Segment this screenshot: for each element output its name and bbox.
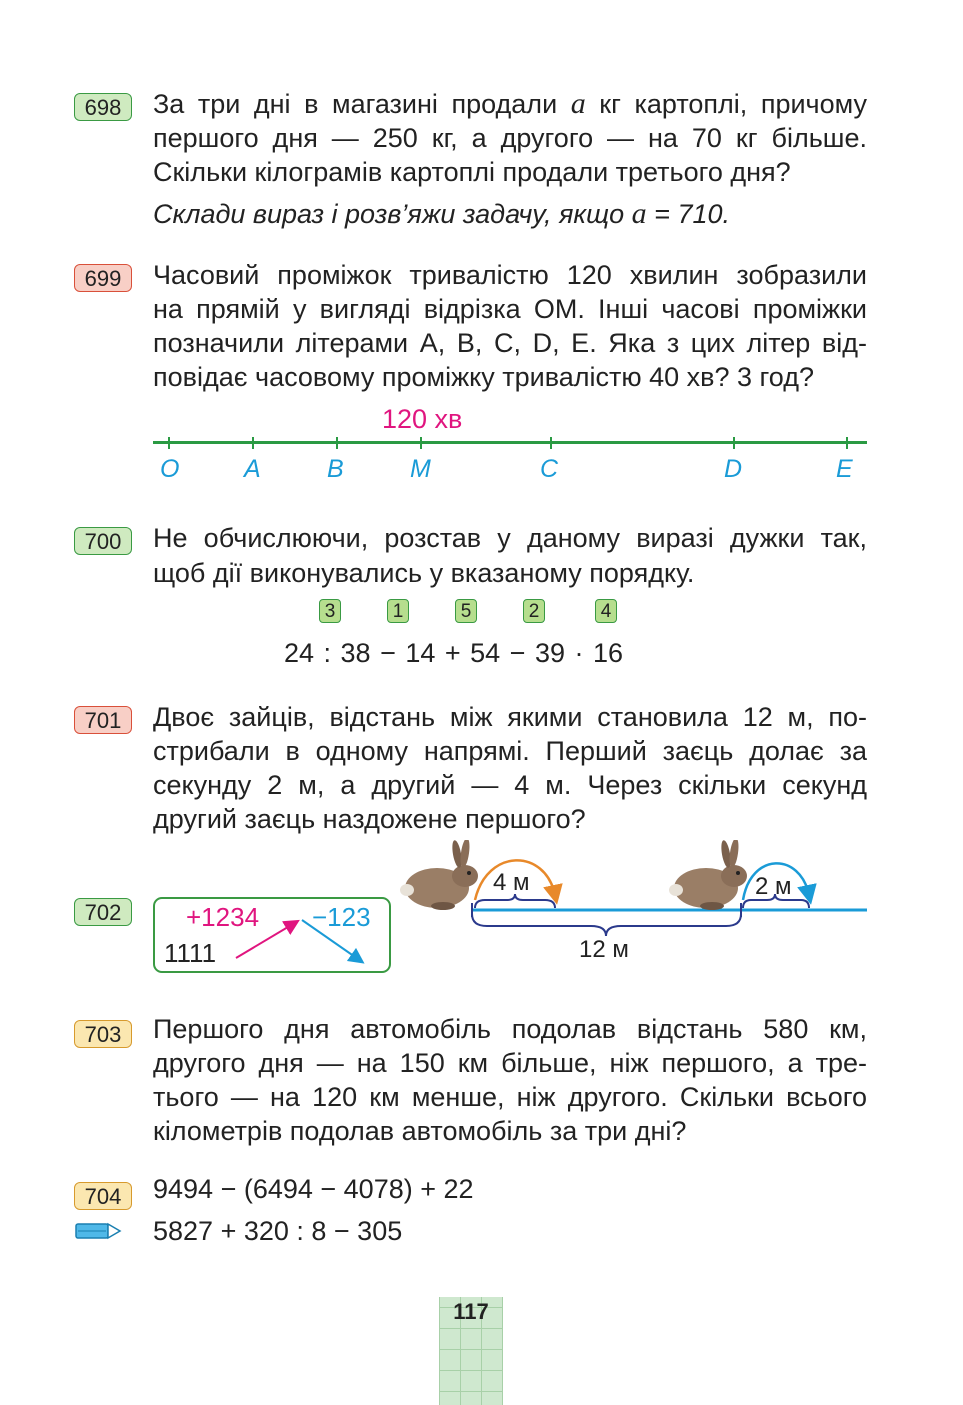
tick-a [252, 437, 254, 449]
problem-699-line-2: на прямій у вигляді відрізка OM. Інші часові проміжки [153, 294, 867, 324]
expression-700: 24 : 38 − 14 + 54 − 39 · 16 [284, 638, 624, 668]
chain-op-1: +1234 [186, 902, 260, 932]
point-label-m: M [410, 455, 431, 483]
problem-700-line-2: щоб дії виконувались у вказаному порядку. [153, 558, 695, 588]
point-label-d: D [724, 455, 743, 483]
problem-number-700: 700 [74, 527, 132, 555]
order-marker-4: 2 [523, 599, 545, 623]
tick-b [336, 437, 338, 449]
problem-701-line-3: секунду 2 м, а другий — 4 м. Через скільки секунд [153, 770, 867, 800]
order-marker-1: 3 [319, 599, 341, 623]
rabbit-icon [669, 840, 747, 910]
problem-number-704: 704 [74, 1182, 132, 1210]
problem-703-line-2: другого дня — на 150 км більше, ніж першого, а тре- [153, 1048, 867, 1078]
point-label-b: B [327, 455, 344, 483]
problem-698-line-1: За три дні в магазині продали a кг картоплі, причому [153, 87, 867, 120]
number-line [153, 441, 867, 444]
problem-703-line-3: тього — на 120 км менше, ніж другого. Скільки всього [153, 1082, 867, 1112]
problem-701-line-2: стрибали в одному напрямі. Перший заєць долає за [153, 736, 867, 766]
point-label-o: O [160, 455, 180, 483]
tick-d [733, 437, 735, 449]
tick-e [846, 437, 848, 449]
problem-701-line-1: Двоє зайців, відстань між якими становила 12 м, по- [153, 702, 867, 732]
page-number: 117 [453, 1299, 489, 1324]
problem-700-line-1: Не обчислюючи, розстав у даному виразі дужки так, [153, 523, 867, 553]
chain-op-2: −123 [312, 902, 371, 932]
pencil-icon [74, 1221, 122, 1241]
problem-698-task: Склади вираз і розв’яжи задачу, якщо a = 710. [153, 197, 730, 230]
problem-number-701: 701 [74, 706, 132, 734]
order-marker-5: 4 [595, 599, 617, 623]
tick-c [550, 437, 552, 449]
problem-number-699: 699 [74, 264, 132, 292]
problem-703-line-1: Першого дня автомобіль подолав відстань 580 км, [153, 1014, 867, 1044]
jump-label-left: 4 м [493, 869, 530, 896]
distance-label: 12 м [579, 936, 629, 963]
chain-arrows [230, 915, 370, 970]
problem-701-line-4: другий заєць наздожене першого? [153, 804, 586, 834]
jump-label-right: 2 м [755, 873, 792, 900]
segment-label: 120 хв [382, 404, 463, 434]
point-label-c: C [540, 455, 559, 483]
rabbit-icon [400, 840, 478, 910]
order-marker-3: 5 [455, 599, 477, 623]
expression-704-1: 9494 − (6494 − 4078) + 22 [153, 1174, 474, 1204]
problem-number-698: 698 [74, 93, 132, 121]
order-marker-2: 1 [387, 599, 409, 623]
problem-699-line-1: Часовий проміжок тривалістю 120 хвилин зобразили [153, 260, 867, 290]
problem-number-703: 703 [74, 1020, 132, 1048]
tick-m [420, 437, 422, 449]
point-label-a: A [244, 455, 261, 483]
tick-o [168, 437, 170, 449]
problem-698-line-2: першого дня — 250 кг, а другого — на 70 кг більше. [153, 123, 867, 153]
problem-699-line-3: позначили літерами A, B, C, D, E. Яка з цих літер від- [153, 328, 867, 358]
problem-699-line-4: повідає часовому проміжку тривалістю 40 хв? 3 год? [153, 362, 814, 392]
expression-704-2: 5827 + 320 : 8 − 305 [153, 1216, 403, 1246]
chain-start: 1111 [164, 938, 217, 968]
problem-number-702: 702 [74, 898, 132, 926]
problem-703-line-4: кілометрів подолав автомобіль за три дні? [153, 1116, 687, 1146]
problem-698-line-3: Скільки кілограмів картоплі продали третього дня? [153, 157, 791, 187]
hares-diagram [395, 840, 870, 970]
point-label-e: E [836, 455, 853, 483]
